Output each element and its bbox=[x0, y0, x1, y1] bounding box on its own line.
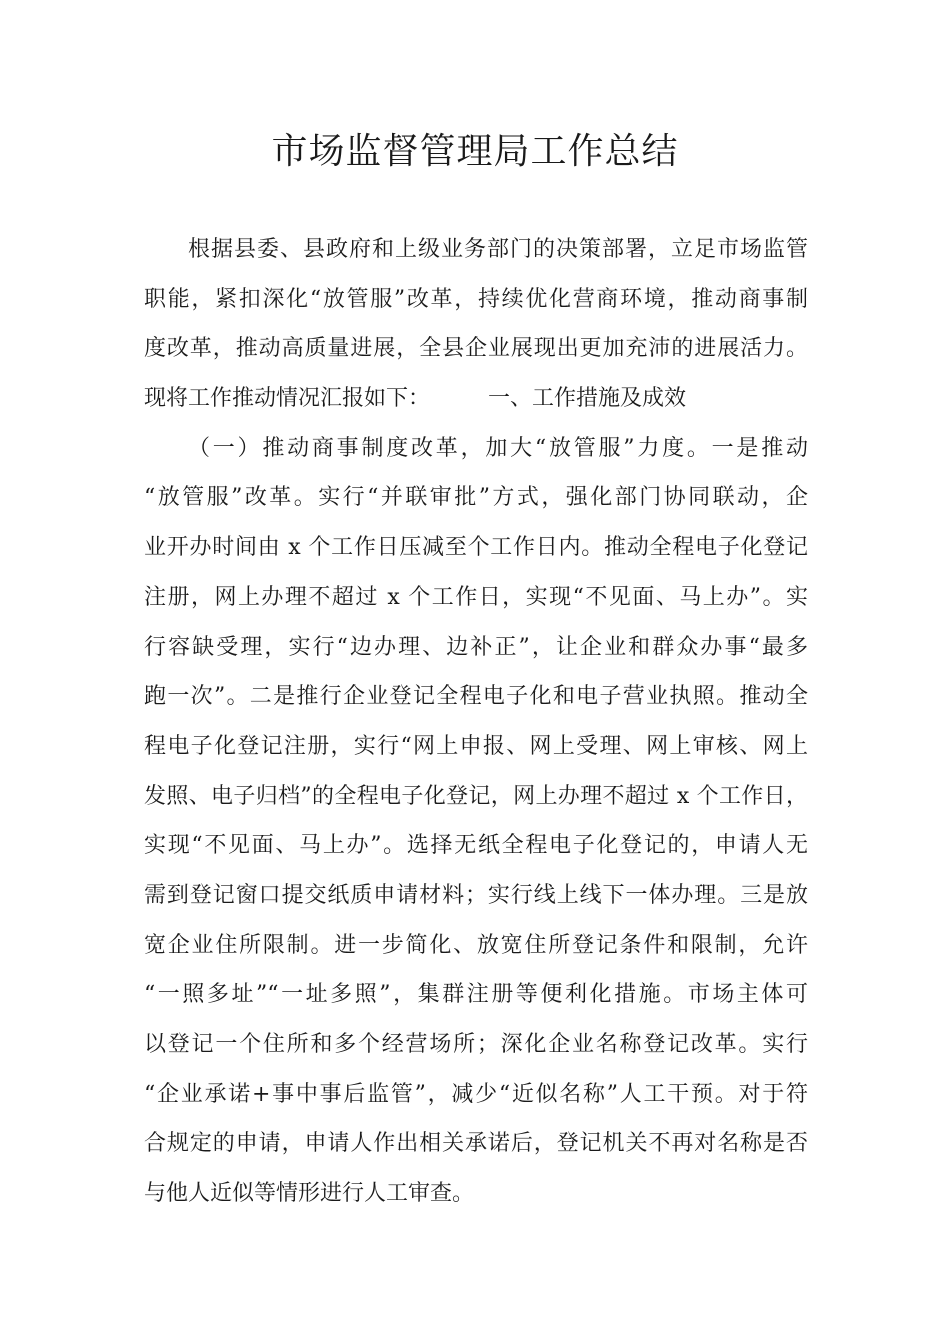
paragraph-line: 合规定的申请，申请人作出相关承诺后，登记机关不再对名称是否 bbox=[144, 1131, 808, 1157]
paragraph-line: 程电子化登记注册，实行“网上申报、网上受理、网上审核、网上 bbox=[144, 733, 808, 759]
document-body bbox=[144, 225, 808, 1219]
section-heading: 一、工作措施及成效 bbox=[488, 386, 687, 412]
paragraph-line-text: 现将工作推动情况汇报如下： bbox=[144, 386, 431, 412]
paragraph-line: “企业承诺+事中事后监管”，减少“近似名称”人工干预。对于符 bbox=[144, 1081, 808, 1107]
paragraph-line: 以登记一个住所和多个经营场所；深化企业名称登记改革。实行 bbox=[144, 1032, 808, 1057]
paragraph-line: 实现“不见面、马上办”。选择无纸全程电子化登记的，申请人无 bbox=[144, 833, 808, 859]
paragraph-line: 根据县委、县政府和上级业务部门的决策部署，立足市场监管 bbox=[188, 237, 808, 262]
paragraph-line: 职能，紧扣深化“放管服”改革，持续优化营商环境，推动商事制 bbox=[144, 286, 808, 312]
paragraph-line: “放管服”改革。实行“并联审批”方式，强化部门协同联动，企 bbox=[144, 485, 808, 511]
document-title: 市场监督管理局工作总结 bbox=[271, 131, 679, 172]
paragraph-line: 跑一次”。二是推行企业登记全程电子化和电子营业执照。推动全 bbox=[144, 684, 808, 710]
paragraph-line: （一）推动商事制度改革，加大“放管服”力度。一是推动 bbox=[188, 435, 808, 461]
paragraph-line: 行容缺受理，实行“边办理、边补正”，让企业和群众办事“最多 bbox=[144, 634, 808, 660]
paragraph-line: 度改革，推动高质量进展，全县企业展现出更加充沛的进展活力。 bbox=[144, 336, 808, 362]
paragraph-line: 注册，网上办理不超过 x 个工作日，实现“不见面、马上办”。实 bbox=[144, 584, 808, 610]
paragraph-line: 业开办时间由 x 个工作日压减至个工作日内。推动全程电子化登记 bbox=[144, 535, 808, 561]
paragraph-line: “一照多址”“一址多照”，集群注册等便利化措施。市场主体可 bbox=[144, 982, 808, 1008]
paragraph-line: 与他人近似等情形进行人工审查。 bbox=[144, 1181, 475, 1207]
paragraph-line: 宽企业住所限制。进一步简化、放宽住所登记条件和限制，允许 bbox=[144, 932, 808, 958]
paragraph-line bbox=[144, 374, 808, 424]
paragraph-line: 需到登记窗口提交纸质申请材料；实行线上线下一体办理。三是放 bbox=[144, 882, 808, 908]
paragraph-line: 发照、电子归档”的全程电子化登记，网上办理不超过 x 个工作日， bbox=[144, 783, 808, 809]
